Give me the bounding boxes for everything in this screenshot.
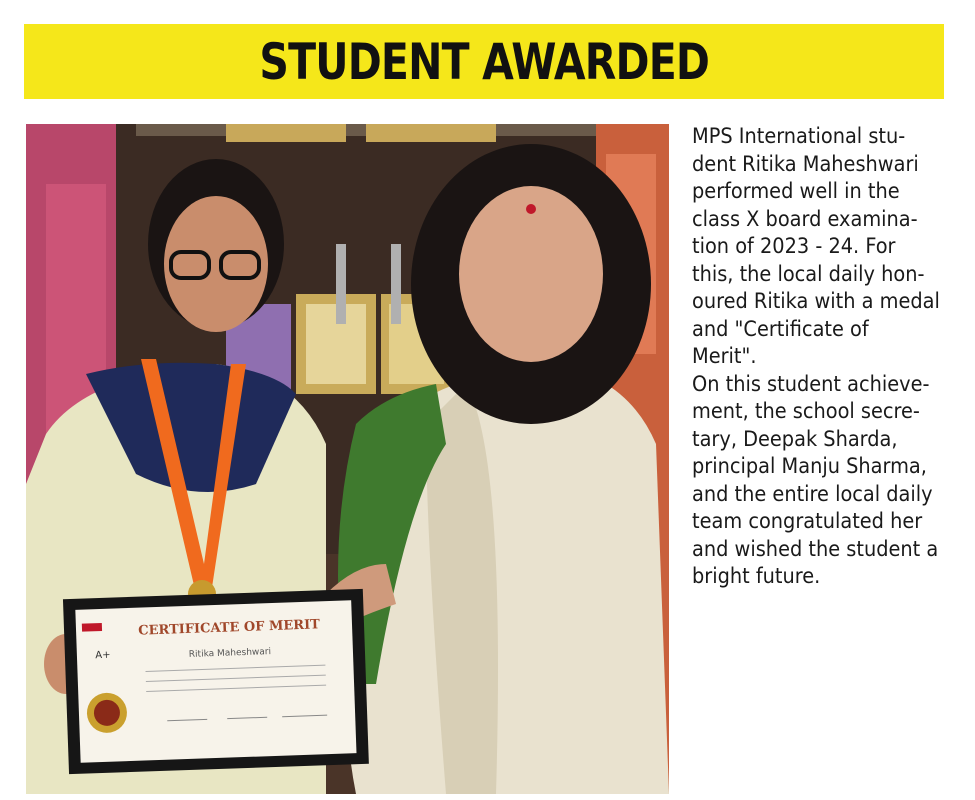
news-photo — [26, 124, 669, 794]
certificate-title: CERTIFICATE OF MERIT — [138, 617, 321, 639]
headline-banner — [24, 24, 944, 99]
certificate-grade: A+ — [95, 649, 111, 662]
article-body — [692, 123, 962, 591]
certificate-name: Ritika Maheshwari — [188, 647, 272, 660]
article-paragraph: On this student achieve- ment, the school secre- tary, Deepak Sharda, principal Manju Sharma, and the entire local daily team congratulated her and wished the student a bright future. — [692, 371, 939, 589]
article-paragraph: MPS International stu- dent Ritika Maheshwari performed well in the class X board examina- tion of 2023 - 24. For this, the local daily hon- oured Ritika with a medal and "Certificate of Merit". — [692, 124, 940, 369]
photo-illustration — [26, 124, 669, 794]
headline-title: STUDENT AWARDED — [259, 32, 709, 91]
